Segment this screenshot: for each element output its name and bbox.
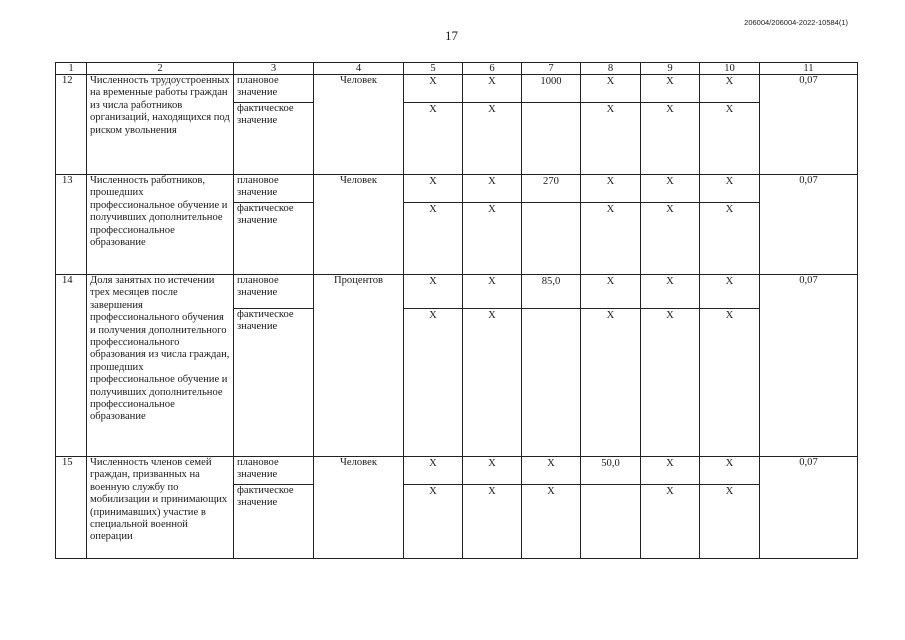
value-type-plan: плановое значение	[234, 275, 314, 309]
plan-cell: 50,0	[581, 457, 641, 485]
table-row	[56, 75, 858, 103]
value-type-fact: фактическое значение	[234, 485, 314, 559]
plan-cell: X	[404, 175, 463, 203]
fact-cell: X	[700, 103, 760, 175]
fact-cell	[522, 203, 581, 275]
plan-cell: X	[641, 457, 700, 485]
plan-cell: X	[404, 275, 463, 309]
weight-cell: 0,07	[760, 457, 858, 559]
value-type-plan: плановое значение	[234, 75, 314, 103]
fact-cell: X	[581, 203, 641, 275]
plan-cell: X	[641, 175, 700, 203]
plan-cell: X	[641, 275, 700, 309]
fact-cell: X	[522, 485, 581, 559]
fact-cell: X	[463, 309, 522, 457]
table-row	[56, 175, 858, 203]
unit-of-measure: Человек	[314, 75, 404, 175]
unit-of-measure: Процентов	[314, 275, 404, 457]
header-cell: 5	[404, 63, 463, 75]
weight-cell: 0,07	[760, 75, 858, 175]
table-header-row	[56, 63, 858, 75]
plan-cell: X	[404, 457, 463, 485]
fact-cell: X	[581, 309, 641, 457]
row-number: 15	[56, 457, 87, 559]
fact-cell: X	[463, 103, 522, 175]
plan-cell: 85,0	[522, 275, 581, 309]
plan-cell: X	[700, 457, 760, 485]
fact-cell: X	[700, 485, 760, 559]
document-code: 206004/206004-2022-10584(1)	[744, 18, 848, 27]
plan-cell: X	[522, 457, 581, 485]
plan-cell: X	[581, 275, 641, 309]
plan-cell: X	[463, 457, 522, 485]
indicator-name: Численность трудоустроенных на временные работы граждан из числа работников организаций, находящихся под риском увольнения	[87, 75, 234, 175]
value-type-fact: фактическое значение	[234, 309, 314, 457]
indicator-name: Численность работников, прошедших профессиональное обучение и получивших дополнительное профессиональное образование	[87, 175, 234, 275]
plan-cell: X	[700, 275, 760, 309]
indicator-name: Численность членов семей граждан, призванных на военную службу по мобилизации и принимающих (принимавших) участие в специальной военной операции	[87, 457, 234, 559]
value-type-fact: фактическое значение	[234, 203, 314, 275]
plan-cell: X	[463, 175, 522, 203]
weight-cell: 0,07	[760, 275, 858, 457]
plan-cell: X	[700, 75, 760, 103]
table-row	[56, 275, 858, 309]
page-number: 17	[445, 28, 458, 43]
fact-cell	[522, 309, 581, 457]
value-type-fact: фактическое значение	[234, 103, 314, 175]
plan-cell: X	[581, 175, 641, 203]
plan-cell: X	[404, 75, 463, 103]
table-row	[56, 457, 858, 485]
indicator-name: Доля занятых по истечении трех месяцев после завершения профессионального обучения и получения дополнительного профессионального образования из числа граждан, прошедших профессиональное обучение и получивших дополнительное профессиональное образование	[87, 275, 234, 457]
fact-cell	[581, 485, 641, 559]
header-cell: 4	[314, 63, 404, 75]
fact-cell: X	[404, 485, 463, 559]
header-cell: 11	[760, 63, 858, 75]
plan-cell: X	[581, 75, 641, 103]
header-cell: 9	[641, 63, 700, 75]
row-number: 14	[56, 275, 87, 457]
fact-cell	[522, 103, 581, 175]
fact-cell: X	[463, 485, 522, 559]
plan-cell: X	[463, 75, 522, 103]
fact-cell: X	[700, 309, 760, 457]
unit-of-measure: Человек	[314, 457, 404, 559]
plan-cell: X	[700, 175, 760, 203]
fact-cell: X	[641, 103, 700, 175]
fact-cell: X	[700, 203, 760, 275]
value-type-plan: плановое значение	[234, 175, 314, 203]
indicators-table	[55, 62, 858, 559]
header-cell: 10	[700, 63, 760, 75]
row-number: 12	[56, 75, 87, 175]
fact-cell: X	[404, 203, 463, 275]
plan-cell: 270	[522, 175, 581, 203]
fact-cell: X	[641, 203, 700, 275]
fact-cell: X	[404, 309, 463, 457]
header-cell: 2	[87, 63, 234, 75]
fact-cell: X	[581, 103, 641, 175]
header-cell: 7	[522, 63, 581, 75]
header-cell: 3	[234, 63, 314, 75]
plan-cell: X	[641, 75, 700, 103]
value-type-plan: плановое значение	[234, 457, 314, 485]
header-cell: 6	[463, 63, 522, 75]
fact-cell: X	[463, 203, 522, 275]
header-cell: 1	[56, 63, 87, 75]
header-cell: 8	[581, 63, 641, 75]
unit-of-measure: Человек	[314, 175, 404, 275]
fact-cell: X	[641, 309, 700, 457]
weight-cell: 0,07	[760, 175, 858, 275]
fact-cell: X	[404, 103, 463, 175]
plan-cell: X	[463, 275, 522, 309]
row-number: 13	[56, 175, 87, 275]
plan-cell: 1000	[522, 75, 581, 103]
fact-cell: X	[641, 485, 700, 559]
